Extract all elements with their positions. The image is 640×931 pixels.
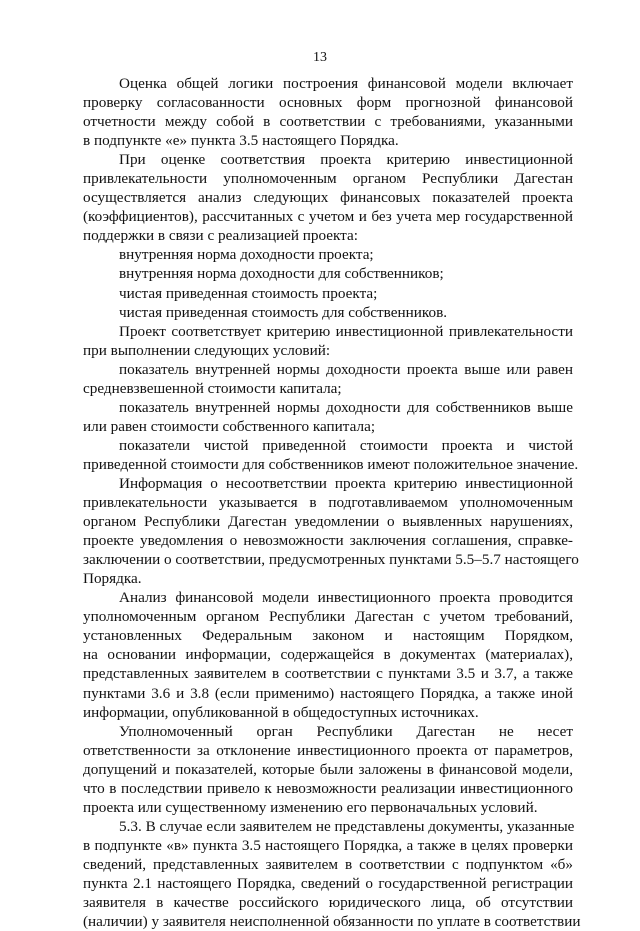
text-line: при выполнении следующих условий: [83,341,331,359]
text-line: Уполномоченный орган Республики Дагестан не несет [119,722,573,740]
text-line: пунктами 3.6 и 3.8 (если применимо) настоящего Порядка, а также иной [83,684,573,702]
text-line: приведенной стоимости для собственников имеют положительное значение. [83,455,579,473]
text-line: чистая приведенная стоимость для собственников. [119,303,448,321]
text-line: показатель внутренней нормы доходности проекта выше или равен [119,360,573,378]
text-line: в подпункте «е» пункта 3.5 настоящего Порядка. [83,132,399,150]
text-line: внутренняя норма доходности для собственников; [119,265,444,283]
text-line: показатель внутренней нормы доходности для собственников выше [119,398,573,416]
text-line: заключении о соответствии, предусмотренных пунктами 5.5–5.7 настоящего [83,551,579,569]
text-line: поддержки в связи с реализацией проекта: [83,227,358,245]
text-line: что в последствии привело к невозможности реализации инвестиционного [83,779,573,797]
text-line: (наличии) у заявителя неисполненной обязанности по уплате в соответствии [83,913,581,931]
page-number: 13 [313,50,327,65]
text-line: ответственности за отклонение инвестиционного проекта от параметров, [83,741,573,759]
text-line: проекте уведомления о невозможности заключения соглашения, справке- [83,532,573,550]
text-line: или равен стоимости собственного капитала; [83,417,376,435]
text-line: (коэффициентов), рассчитанных с учетом и без учета мер государственной [83,208,573,226]
body-text [83,74,581,931]
text-line: 5.3. В случае если заявителем не представлены документы, указанные [119,817,575,835]
text-line: отчетности между собой в соответствии с требованиями, указанными [83,113,573,131]
text-line: внутренняя норма доходности проекта; [119,246,374,264]
text-line: уполномоченным органом Республики Дагестан с учетом требований, [83,608,573,626]
text-line: осуществляется анализ следующих финансовых показателей проекта [83,189,573,207]
text-line: привлекательности уполномоченным органом Республики Дагестан [83,170,573,188]
text-line: представленных заявителем в соответствии с пунктами 3.5 и 3.7, а также [83,665,573,683]
text-line: привлекательности указывается в подготавливаемом уполномоченным [83,494,573,512]
text-line: сведений, представленных заявителем в соответствии с подпунктом «б» [83,855,573,873]
text-line: При оценке соответствия проекта критерию инвестиционной [119,151,573,169]
text-line: Порядка. [83,570,142,588]
text-line: заявителя в качестве российского юридического лица, об отсутствии [83,894,573,912]
text-line: Проект соответствует критерию инвестиционной привлекательности [119,322,573,340]
text-line: допущений и показателей, которые были заложены в финансовой модели, [83,760,573,778]
text-line: Оценка общей логики построения финансовой модели включает [119,75,573,92]
text-line: Анализ финансовой модели инвестиционного проекта проводится [119,589,573,607]
text-line: на основании информации, содержащейся в документах (материалах), [83,646,573,664]
text-line: проекта или существенному изменению его первоначальных условий. [83,798,538,816]
text-line: Информация о несоответствии проекта критерию инвестиционной [119,474,573,492]
text-line: чистая приведенная стоимость проекта; [119,284,378,302]
text-line: установленных Федеральным законом и настоящим Порядком, [83,627,573,645]
text-line: средневзвешенной стоимости капитала; [83,379,342,397]
text-line: показатели чистой приведенной стоимости проекта и чистой [119,436,573,454]
text-line: пункта 2.1 настоящего Порядка, сведений о государственной регистрации [83,874,573,892]
text-line: проверку согласованности основных форм прогнозной финансовой [83,94,573,112]
text-line: органом Республики Дагестан уведомлении о выявленных нарушениях, [83,513,573,531]
text-line: в подпункте «в» пункта 3.5 настоящего Порядка, а также в целях проверки [83,836,573,854]
text-line: информации, опубликованной в общедоступных источниках. [83,703,479,721]
